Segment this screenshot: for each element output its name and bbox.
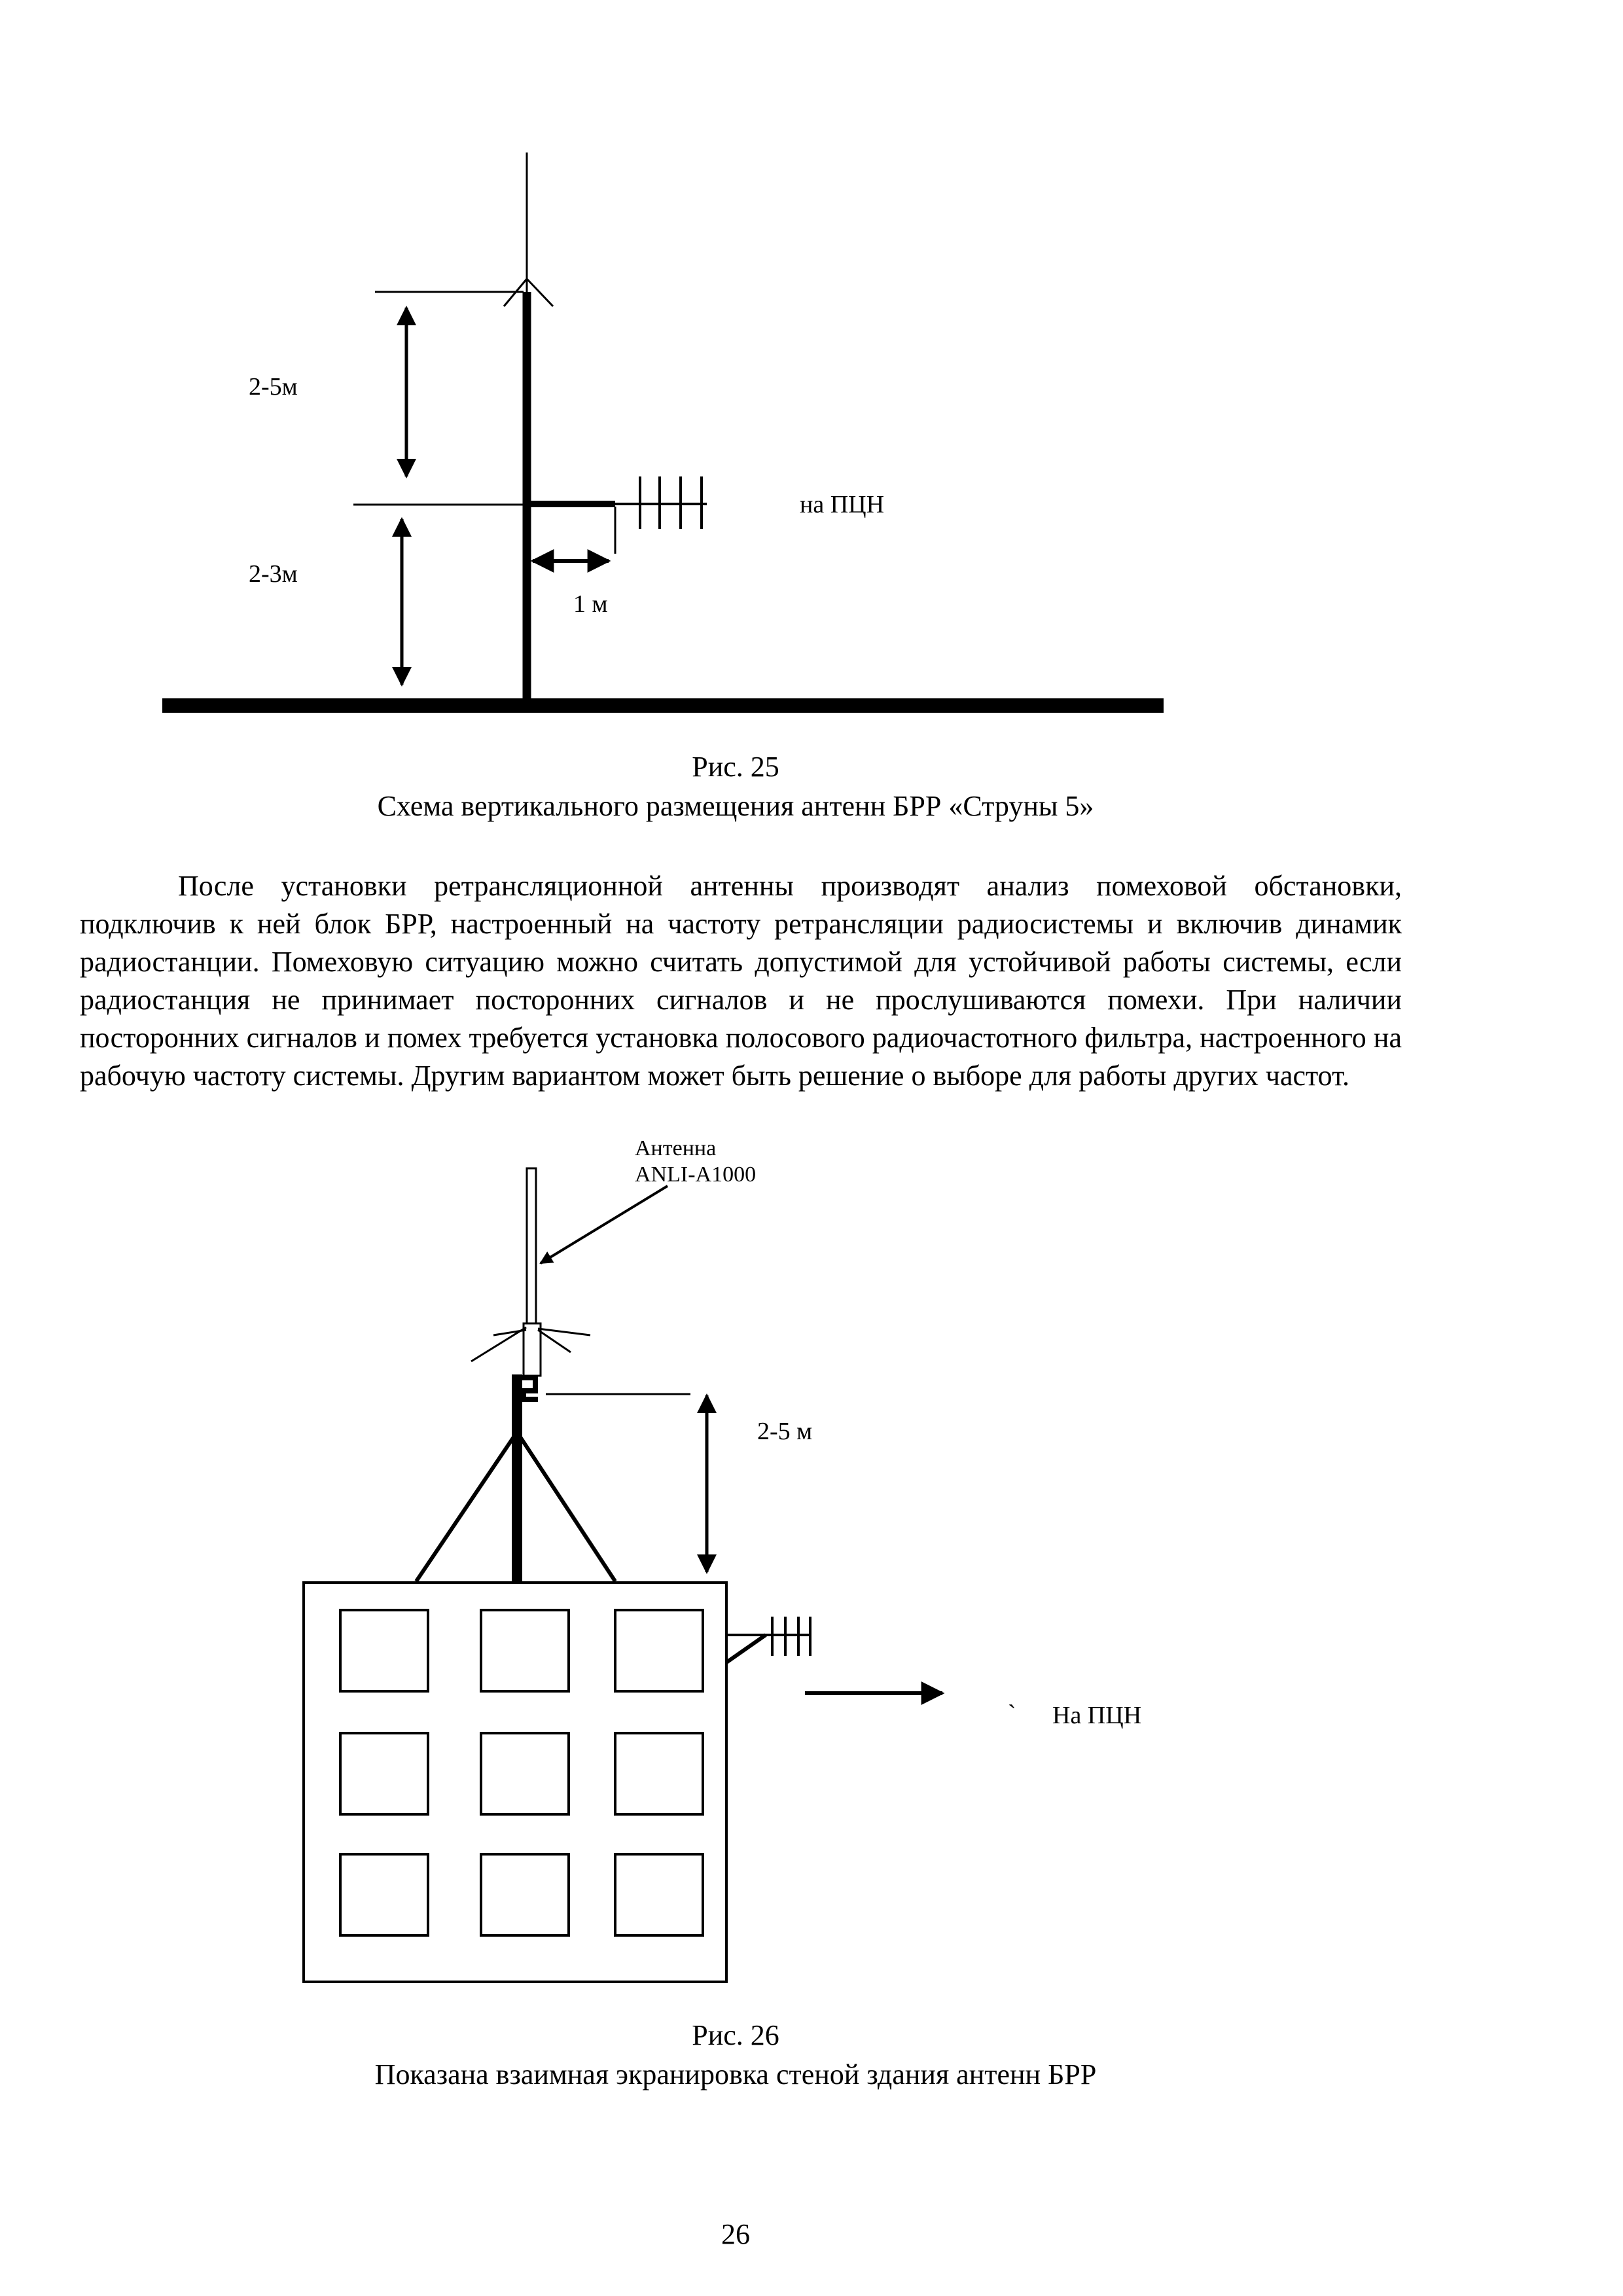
label-upper-height: 2-5м: [249, 373, 298, 401]
antenna-anli-base: [524, 1323, 541, 1376]
figure-26-caption-number: Рис. 26: [692, 2019, 779, 2051]
antenna-pointer-arrow: [541, 1186, 668, 1263]
figure-25-caption-number: Рис. 25: [692, 751, 779, 783]
label-destination: На ПЦН: [1052, 1702, 1142, 1729]
tripod-leg-right: [517, 1432, 615, 1581]
label-destination: на ПЦН: [800, 491, 885, 518]
figure-25-caption-title: Схема вертикального размещения антенн БРР «Струны 5»: [377, 790, 1094, 822]
wall-yagi-antenna: [728, 1617, 812, 1656]
figure-26-caption-title: Показана взаимная экранировка стеной здания антенн БРР: [374, 2058, 1097, 2090]
label-stray-mark: `: [1008, 1700, 1016, 1728]
body-paragraph: После установки ретрансляционной антенны производят анализ помеховой обстановки, подключив к ней блок БРР, настроенный на частоту ретрансляции радиосистемы и включив динамик радиостанции. Помеховую ситуацию можно считать допустимой для устойчивой работы системы, если радиостанция не принимает посторонних сигналов и не прослушиваются помехи. При наличии посторонних сигналов и помех требуется установка полосового радиочастотного фильтра, настроенного на рабочую частоту системы. Другим вариантом может быть решение о выборе для работы других частот.: [80, 870, 1402, 1092]
wall-antenna-bracket: [726, 1635, 766, 1662]
page-number: 26: [721, 2218, 750, 2250]
antenna-anli-rod: [527, 1168, 536, 1325]
label-lower-height: 2-3м: [249, 560, 298, 588]
label-height: 2-5 м: [757, 1418, 813, 1445]
building-windows: [340, 1610, 703, 1935]
label-antenna-name: Антенна: [635, 1136, 717, 1160]
label-offset: 1 м: [573, 590, 608, 618]
building-wall: [304, 1583, 726, 1982]
tripod-leg-left: [416, 1432, 517, 1581]
label-antenna-model: ANLI-A1000: [635, 1162, 757, 1187]
